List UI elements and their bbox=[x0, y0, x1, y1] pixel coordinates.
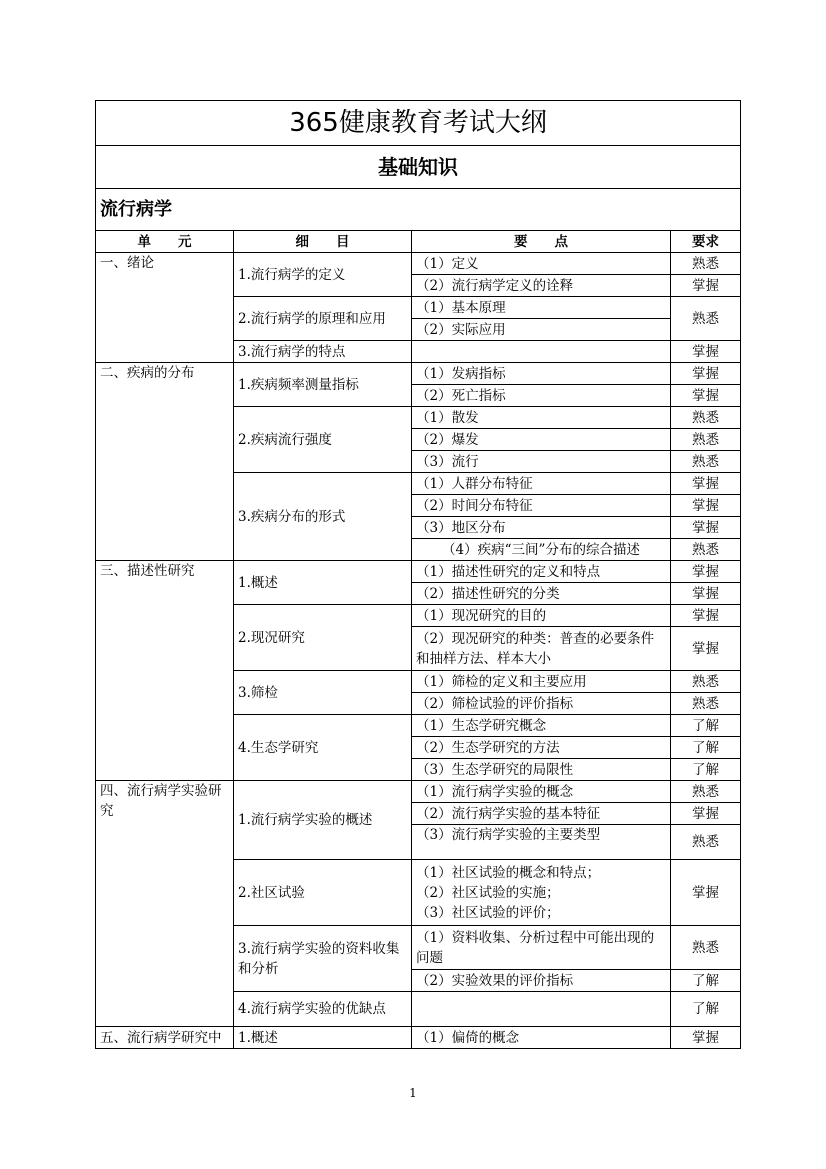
header-requirement: 要求 bbox=[671, 231, 741, 253]
detail-cell: 1.疾病频率测量指标 bbox=[234, 363, 412, 407]
detail-cell: 3.流行病学实验的资料收集和分析 bbox=[234, 926, 412, 992]
requirement-cell: 掌握 bbox=[671, 860, 741, 926]
table-row bbox=[96, 253, 741, 275]
unit-cell: 一、绪论 bbox=[96, 253, 234, 363]
point-cell: （1）资料收集、分析过程中可能出现的问题 bbox=[412, 926, 671, 970]
unit-cell: 二、疾病的分布 bbox=[96, 363, 234, 561]
requirement-cell: 了解 bbox=[671, 737, 741, 759]
detail-cell: 3.流行病学的特点 bbox=[234, 341, 412, 363]
point-cell: （3）地区分布 bbox=[412, 517, 671, 539]
point-cell: （1）流行病学实验的概念 bbox=[412, 781, 671, 803]
point-cell: （2）描述性研究的分类 bbox=[412, 583, 671, 605]
table-header-row bbox=[96, 231, 741, 253]
requirement-cell: 了解 bbox=[671, 992, 741, 1027]
point-cell: （1）偏倚的概念 bbox=[412, 1027, 671, 1049]
point-cell: （3）流行 bbox=[412, 451, 671, 473]
table-row bbox=[96, 363, 741, 385]
syllabus-table bbox=[95, 100, 741, 1049]
requirement-cell: 了解 bbox=[671, 715, 741, 737]
detail-cell: 2.社区试验 bbox=[234, 860, 412, 926]
point-cell bbox=[412, 992, 671, 1027]
point-cell: （1）定义 bbox=[412, 253, 671, 275]
detail-cell: 3.疾病分布的形式 bbox=[234, 473, 412, 561]
point-cell: （4）疾病“三间”分布的综合描述 bbox=[412, 539, 671, 561]
detail-cell: 2.疾病流行强度 bbox=[234, 407, 412, 473]
detail-cell: 1.流行病学实验的概述 bbox=[234, 781, 412, 860]
point-cell: （2）实际应用 bbox=[412, 319, 671, 341]
point-cell: （1）生态学研究概念 bbox=[412, 715, 671, 737]
requirement-cell: 掌握 bbox=[671, 341, 741, 363]
detail-cell: 1.概述 bbox=[234, 561, 412, 605]
requirement-cell: 熟悉 bbox=[671, 253, 741, 275]
point-cell: （2）实验效果的评价指标 bbox=[412, 970, 671, 992]
point-cell: （1）描述性研究的定义和特点 bbox=[412, 561, 671, 583]
point-cell: （1）发病指标 bbox=[412, 363, 671, 385]
point-line: （1）社区试验的概念和特点； bbox=[416, 864, 601, 881]
table-row bbox=[96, 781, 741, 803]
requirement-cell: 熟悉 bbox=[671, 429, 741, 451]
point-cell: （2）时间分布特征 bbox=[412, 495, 671, 517]
point-cell: （2）流行病学定义的诠释 bbox=[412, 275, 671, 297]
requirement-cell: 熟悉 bbox=[671, 693, 741, 715]
requirement-cell: 熟悉 bbox=[671, 407, 741, 429]
point-cell: （2）筛检试验的评价指标 bbox=[412, 693, 671, 715]
point-cell: （1）基本原理 bbox=[412, 297, 671, 319]
requirement-cell: 掌握 bbox=[671, 385, 741, 407]
requirement-cell: 熟悉 bbox=[671, 671, 741, 693]
requirement-cell: 了解 bbox=[671, 970, 741, 992]
requirement-cell: 掌握 bbox=[671, 583, 741, 605]
requirement-cell: 熟悉 bbox=[671, 297, 741, 341]
point-cell: （1）散发 bbox=[412, 407, 671, 429]
table-row bbox=[96, 1027, 741, 1049]
point-cell: （3）生态学研究的局限性 bbox=[412, 759, 671, 781]
requirement-cell: 掌握 bbox=[671, 605, 741, 627]
requirement-cell: 掌握 bbox=[671, 627, 741, 671]
requirement-cell: 掌握 bbox=[671, 561, 741, 583]
table-row bbox=[96, 561, 741, 583]
section-heading: 流行病学 bbox=[96, 189, 741, 231]
page-number: 1 bbox=[409, 1086, 417, 1100]
requirement-cell: 熟悉 bbox=[671, 539, 741, 561]
detail-cell: 1.概述 bbox=[234, 1027, 412, 1049]
header-detail: 细 目 bbox=[234, 231, 412, 253]
point-cell: （2）爆发 bbox=[412, 429, 671, 451]
detail-cell: 1.流行病学的定义 bbox=[234, 253, 412, 297]
point-cell: （1）筛检的定义和主要应用 bbox=[412, 671, 671, 693]
point-cell: （2）死亡指标 bbox=[412, 385, 671, 407]
unit-cell: 五、流行病学研究中 bbox=[96, 1027, 234, 1049]
detail-cell: 2.流行病学的原理和应用 bbox=[234, 297, 412, 341]
point-line: （3）社区试验的评价； bbox=[416, 904, 560, 921]
subject-heading: 基础知识 bbox=[96, 146, 741, 189]
point-cell: （3）流行病学实验的主要类型 bbox=[412, 825, 671, 860]
requirement-cell: 掌握 bbox=[671, 495, 741, 517]
requirement-cell: 掌握 bbox=[671, 473, 741, 495]
header-point: 要 点 bbox=[412, 231, 671, 253]
point-cell bbox=[412, 341, 671, 363]
requirement-cell: 熟悉 bbox=[671, 451, 741, 473]
requirement-cell: 熟悉 bbox=[671, 825, 741, 860]
document-title: 365健康教育考试大纲 bbox=[96, 101, 741, 146]
requirement-cell: 了解 bbox=[671, 759, 741, 781]
requirement-cell: 掌握 bbox=[671, 1027, 741, 1049]
requirement-cell: 熟悉 bbox=[671, 781, 741, 803]
detail-cell: 2.现况研究 bbox=[234, 605, 412, 671]
requirement-cell: 掌握 bbox=[671, 803, 741, 825]
unit-cell: 三、描述性研究 bbox=[96, 561, 234, 781]
detail-cell: 4.生态学研究 bbox=[234, 715, 412, 781]
requirement-cell: 熟悉 bbox=[671, 926, 741, 970]
header-unit: 单 元 bbox=[96, 231, 234, 253]
unit-cell: 四、流行病学实验研究 bbox=[96, 781, 234, 1027]
requirement-cell: 掌握 bbox=[671, 517, 741, 539]
point-cell: （2）生态学研究的方法 bbox=[412, 737, 671, 759]
point-cell: （1）现况研究的目的 bbox=[412, 605, 671, 627]
requirement-cell: 掌握 bbox=[671, 363, 741, 385]
point-cell: （1）人群分布特征 bbox=[412, 473, 671, 495]
detail-cell: 3.筛检 bbox=[234, 671, 412, 715]
point-cell: （2）流行病学实验的基本特征 bbox=[412, 803, 671, 825]
detail-cell: 4.流行病学实验的优缺点 bbox=[234, 992, 412, 1027]
requirement-cell: 掌握 bbox=[671, 275, 741, 297]
point-line: （2）社区试验的实施； bbox=[416, 884, 560, 901]
point-cell bbox=[412, 860, 671, 926]
point-cell: （2）现况研究的种类：普查的必要条件和抽样方法、样本大小 bbox=[412, 627, 671, 671]
